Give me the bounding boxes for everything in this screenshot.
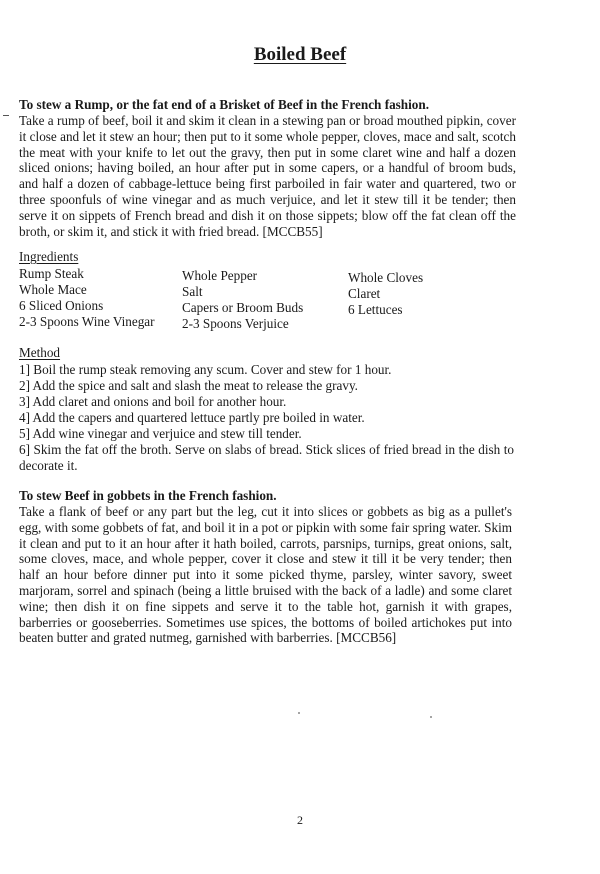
ingredient-item: Whole Mace xyxy=(19,282,87,297)
method-step: 5] Add wine vinegar and verjuice and stew till tender. xyxy=(19,426,302,441)
ingredients-column-3 xyxy=(348,270,423,318)
recipe-2-text: Take a flank of beef or any part but the leg, cut it into slices or gobbets as big as a pullet's egg, with some gobbets of fat, and boil it in a pot or pipkin with some fair spring water. Skim it clean and put to it an hour after it hath boiled, carrots, parsnips, turnips, great onions, salt, some cloves, mace, and whole pepper, cover it close and stew it till it be very tender; then half an hour before dinner put into it some picked thyme, parsley, winter savory, sweet marjoram, sorrel and spinach (being a little bruised with the back of a ladle) and some claret wine; then dish it on fine sippets and serve it to the table hot, garnish it with grapes, barberries or gooseberries. Sometimes use spices, the bottoms of boiled artichokes put into beaten butter and grated nutmeg, garnished with barberries. [MCCB56] xyxy=(19,504,512,646)
ingredient-item: 6 Lettuces xyxy=(348,302,403,317)
ingredient-item: 2-3 Spoons Wine Vinegar xyxy=(19,314,155,329)
ingredient-item: 2-3 Spoons Verjuice xyxy=(182,316,289,331)
margin-mark xyxy=(3,115,9,116)
method-label: Method xyxy=(19,345,61,360)
ingredients-label: Ingredients xyxy=(19,249,79,264)
method-step: 6] Skim the fat off the broth. Serve on slabs of bread. Stick slices of fried bread in the dish to decorate it. xyxy=(19,442,514,473)
ingredient-item: Rump Steak xyxy=(19,266,84,281)
recipe-1-heading: To stew a Rump, or the fat end of a Brisket of Beef in the French fashion. xyxy=(19,97,430,112)
ingredient-item: Salt xyxy=(182,284,203,299)
scan-speck xyxy=(298,712,300,714)
ingredient-item: Claret xyxy=(348,286,381,301)
recipe-1-text: Take a rump of beef, boil it and skim it clean in a stewing pan or broad mouthed pipkin, cover it close and let it stew an hour; then put to it some whole pepper, cloves, mace and salt, scotch the meat with your knife to let out the gravy, then put in some claret wine and half a dozen sliced onions; having boiled, an hour after put in some capers, or a handful of broom buds, and half a dozen of cabbage-lettuce being first parboiled in fair water and quartered, two or three spoonfuls of wine vinegar and as much verjuice, and let it stew till it be tender; then serve it on sippets of French bread and dish it on those sippets; blow off the fat clean off the broth, or skim it, and stick it with fried bread. [MCCB55] xyxy=(19,113,516,239)
method-step: 2] Add the spice and salt and slash the meat to release the gravy. xyxy=(19,378,358,393)
ingredient-item: Whole Cloves xyxy=(348,270,424,285)
ingredient-item: 6 Sliced Onions xyxy=(19,298,104,313)
method-steps xyxy=(19,362,514,474)
method-step: 4] Add the capers and quartered lettuce partly pre boiled in water. xyxy=(19,410,365,425)
page-number: 2 xyxy=(297,813,303,827)
ingredient-item: Whole Pepper xyxy=(182,268,258,283)
page-title: Boiled Beef xyxy=(253,44,347,65)
ingredients-column-2 xyxy=(182,268,303,332)
method-step: 3] Add claret and onions and boil for another hour. xyxy=(19,394,287,409)
recipe-2-heading: To stew Beef in gobbets in the French fashion. xyxy=(19,488,277,503)
ingredient-item: Capers or Broom Buds xyxy=(182,300,304,315)
method-step: 1] Boil the rump steak removing any scum. Cover and stew for 1 hour. xyxy=(19,362,392,377)
ingredients-column-1 xyxy=(19,266,155,330)
scan-speck xyxy=(430,716,432,718)
